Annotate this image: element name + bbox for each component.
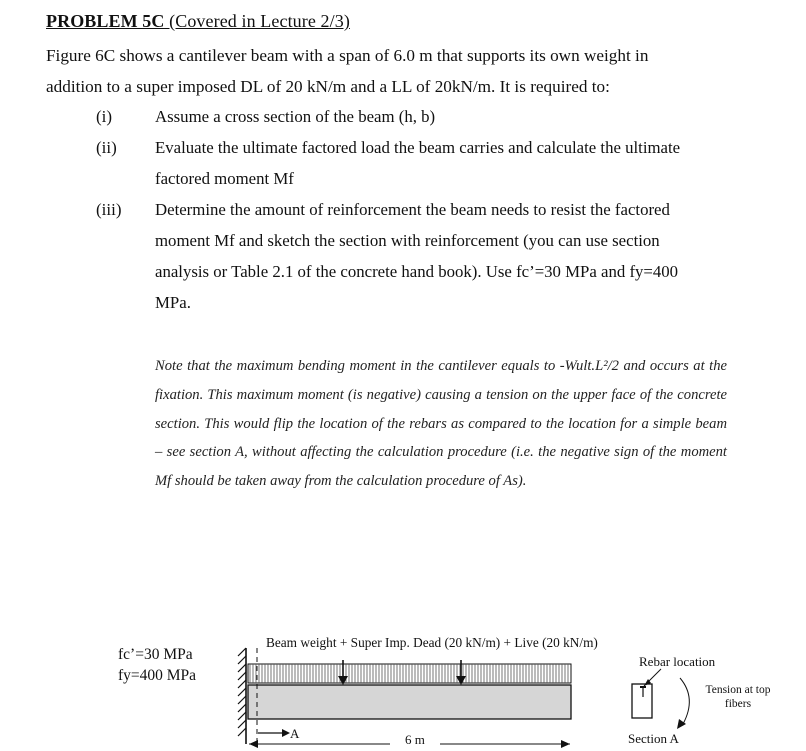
section-a-label: Section A — [628, 731, 679, 746]
item-2-number: (ii) — [96, 138, 117, 157]
intro-line-1: Figure 6C shows a cantilever beam with a span of 6.0 m that supports its own weight in — [46, 46, 649, 65]
item-2-line-2: factored moment Mf — [155, 169, 294, 188]
section-marker-label: A — [290, 726, 300, 741]
load-label: Beam weight + Super Imp. Dead (20 kN/m) + Live (20 kN/m) — [266, 635, 598, 650]
intro-line-2: addition to a super imposed DL of 20 kN/m and a LL of 20kN/m. It is required to: — [46, 77, 610, 96]
problem-subtitle: (Covered in Lecture 2/3) — [164, 11, 350, 31]
span-label: 6 m — [405, 732, 425, 747]
problem-number: PROBLEM 5C — [46, 11, 165, 31]
note-paragraph: Note that the maximum bending moment in the cantilever equals to -Wult.L²/2 and occurs at the fixation. This maximum moment (is negative) causing a tension on the upper face of the concrete section. This would flip the location of the rebars as compared to the location for a simple beam – see section A, without affecting the calculation procedure (i.e. the negative sign of the moment Mf should be taken away from the calculation procedure of As). — [155, 358, 727, 490]
rebar-location-label: Rebar location — [639, 654, 716, 669]
tension-label: Tension at top fibers — [705, 684, 771, 710]
distributed-load — [248, 664, 571, 683]
item-1-line-1: Assume a cross section of the beam (h, b) — [155, 107, 436, 126]
item-3-line-4: MPa. — [155, 293, 191, 312]
item-3-line-3: analysis or Table 2.1 of the concrete hand book). Use fc’=30 MPa and fy=400 — [155, 262, 679, 281]
fy-label: fy=400 MPa — [118, 667, 197, 684]
item-3-line-1: Determine the amount of reinforcement the beam needs to resist the factored — [155, 200, 670, 219]
section-a-sketch — [632, 669, 689, 729]
fc-label: fc’=30 MPa — [118, 646, 193, 663]
item-2-line-1: Evaluate the ultimate factored load the beam carries and calculate the ultimate — [155, 138, 681, 157]
item-3-line-2: moment Mf and sketch the section with reinforcement (you can use section — [155, 231, 660, 250]
item-3-number: (iii) — [96, 200, 122, 219]
beam — [248, 685, 571, 719]
item-1-number: (i) — [96, 107, 113, 126]
fixed-support — [238, 648, 246, 744]
